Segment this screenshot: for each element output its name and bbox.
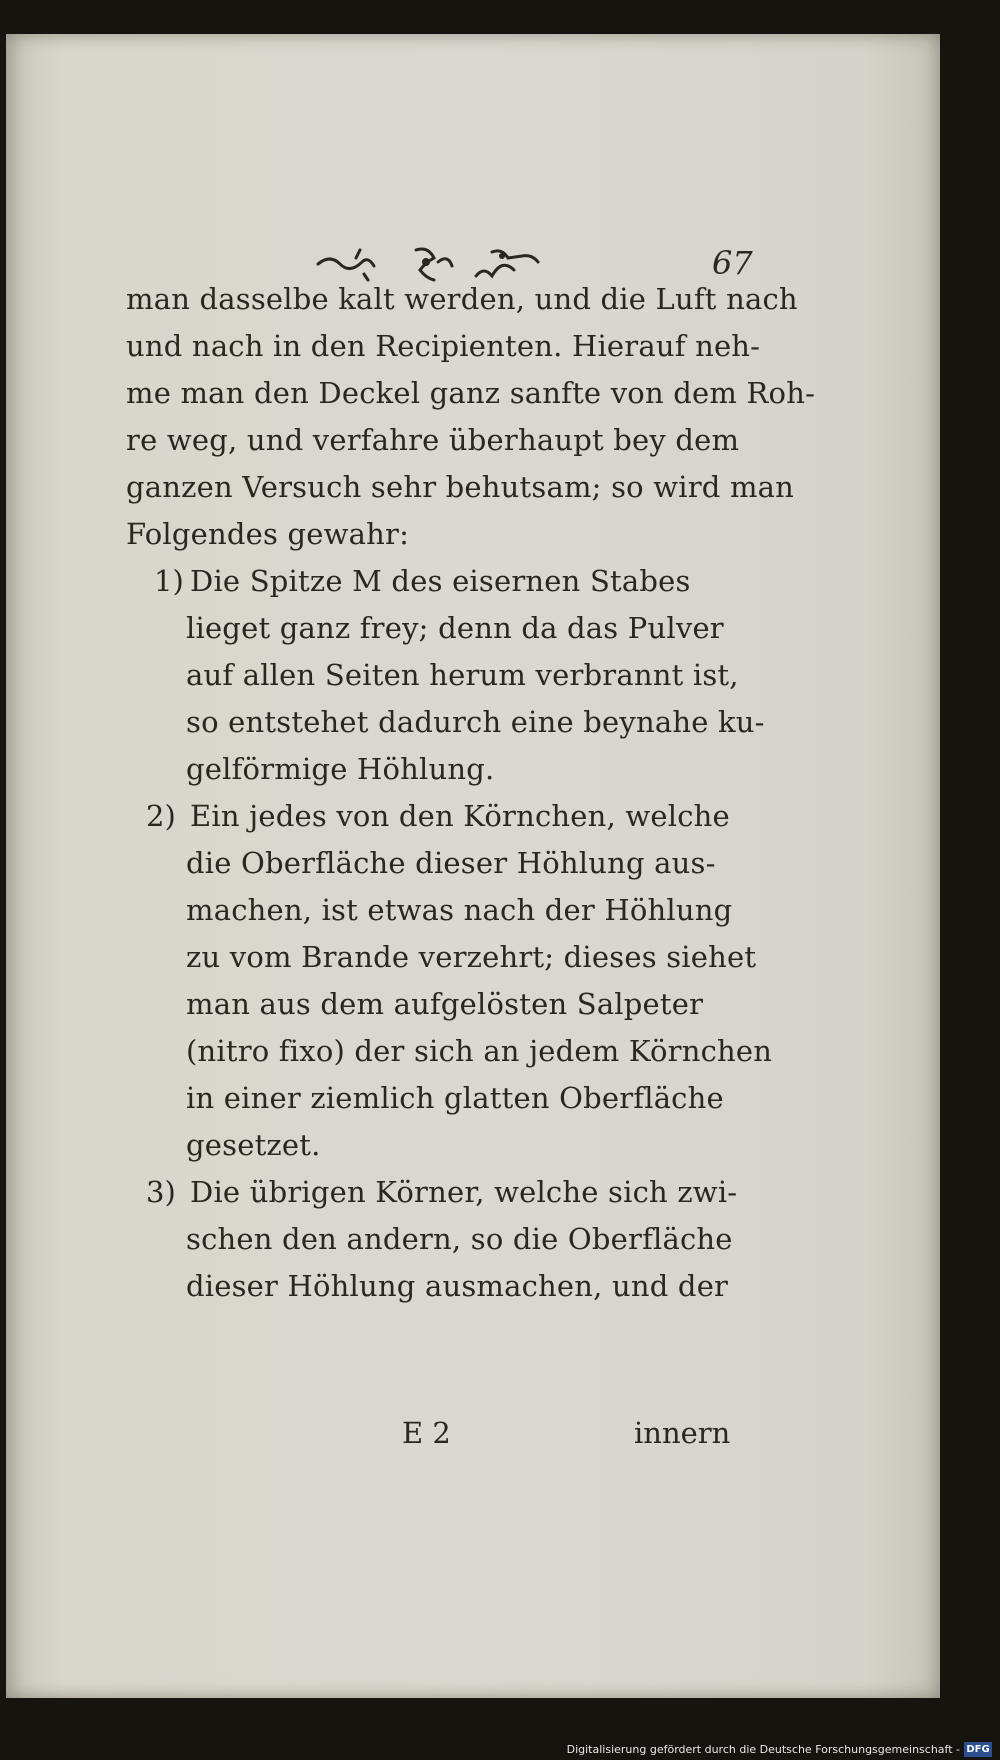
item-line: Ein jedes von den Körnchen, welche bbox=[190, 799, 730, 833]
item-line: schen den andern, so die Oberfläche bbox=[186, 1222, 733, 1256]
item-number: 1) bbox=[154, 564, 184, 598]
item-line: lieget ganz frey; denn da das Pulver bbox=[186, 611, 724, 645]
item-line: zu vom Brande verzehrt; dieses siehet bbox=[186, 940, 757, 974]
ornament-header-icon bbox=[316, 244, 566, 284]
item-line: so entstehet dadurch eine beynahe ku- bbox=[186, 705, 765, 739]
page-number: 67 bbox=[712, 244, 753, 282]
signature-mark: E 2 bbox=[402, 1416, 451, 1450]
text-line: Folgendes gewahr: bbox=[126, 517, 410, 551]
catchword: innern bbox=[634, 1416, 731, 1450]
item-line: in einer ziemlich glatten Oberfläche bbox=[186, 1081, 724, 1115]
item-line: Die übrigen Körner, welche sich zwi- bbox=[190, 1175, 738, 1209]
item-line: dieser Höhlung ausmachen, und der bbox=[186, 1269, 729, 1303]
item-line: machen, ist etwas nach der Höhlung bbox=[186, 893, 733, 927]
item-number: 3) bbox=[146, 1175, 176, 1209]
text-line: man dasselbe kalt werden, und die Luft nach bbox=[126, 282, 798, 316]
item-line: gesetzet. bbox=[186, 1128, 321, 1162]
item-line: man aus dem aufgelösten Salpeter bbox=[186, 987, 704, 1021]
item-line: gelförmige Höhlung. bbox=[186, 752, 495, 786]
item-line: Die Spitze M des eisernen Stabes bbox=[190, 564, 691, 598]
item-line: auf allen Seiten herum verbrannt ist, bbox=[186, 658, 739, 692]
digitization-credit bbox=[566, 1740, 994, 1760]
text-line: und nach in den Recipienten. Hierauf neh- bbox=[126, 329, 761, 363]
item-line: (nitro fixo) der sich an jedem Körnchen bbox=[186, 1034, 773, 1068]
item-line: die Oberfläche dieser Höhlung aus- bbox=[186, 846, 716, 880]
book-page bbox=[6, 34, 940, 1698]
text-line: me man den Deckel ganz sanfte von dem Roh- bbox=[126, 376, 816, 410]
item-number: 2) bbox=[146, 799, 176, 833]
credit-text: Digitalisierung gefördert durch die Deutsche Forschungsgemeinschaft - bbox=[566, 1743, 960, 1756]
dfg-logo-icon: DFG bbox=[964, 1742, 992, 1757]
text-line: re weg, und verfahre überhaupt bey dem bbox=[126, 423, 740, 457]
text-line: ganzen Versuch sehr behutsam; so wird man bbox=[126, 470, 795, 504]
